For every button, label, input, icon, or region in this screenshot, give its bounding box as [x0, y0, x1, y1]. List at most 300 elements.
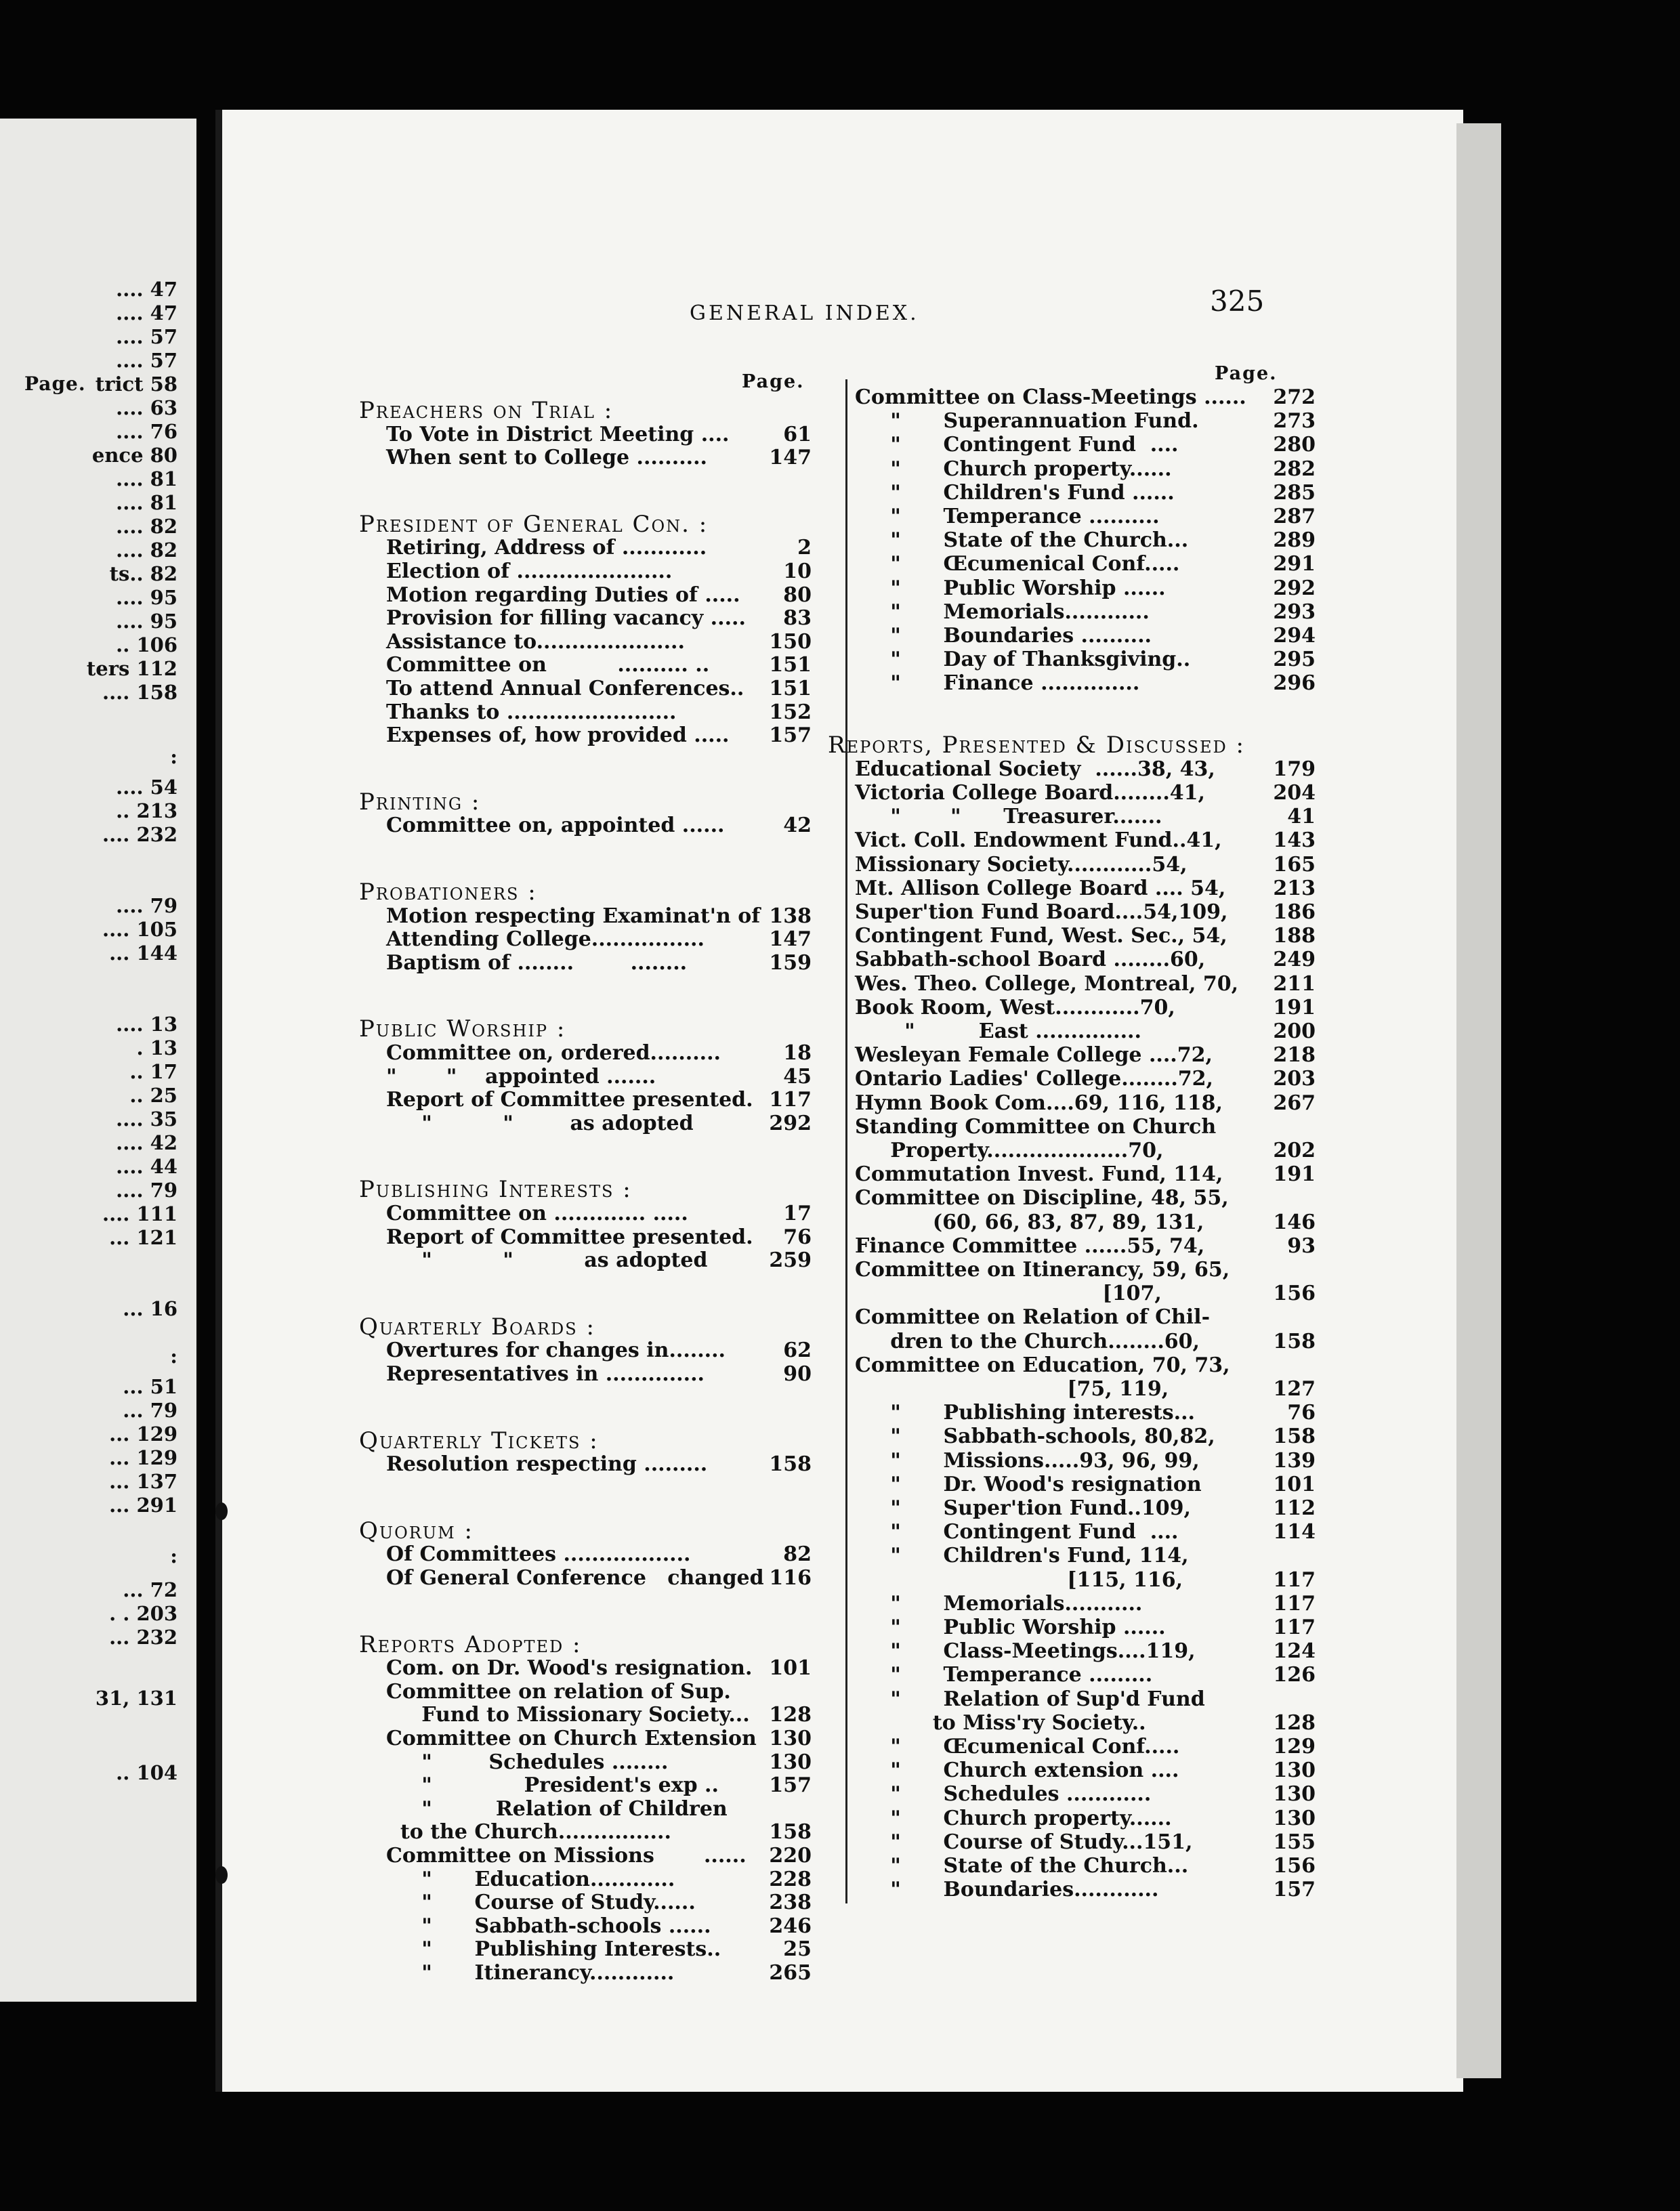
index-entry-page: 2: [797, 536, 812, 560]
index-entry-label: " Œcumenical Conf.....: [855, 552, 1180, 576]
facing-page-line: :: [170, 1544, 177, 1567]
index-entry-page: 220: [769, 1844, 812, 1868]
facing-page-line: ts.. 82: [109, 562, 177, 585]
index-entry-label: " Memorials............: [855, 599, 1150, 624]
index-entry-page: 203: [1273, 1067, 1316, 1091]
facing-page-line: .. 17: [129, 1060, 177, 1083]
index-entry: [359, 631, 812, 654]
index-entry-page: 204: [1273, 781, 1316, 805]
index-entry-label: dren to the Church........60,: [855, 1329, 1200, 1353]
index-entry-page: 179: [1273, 757, 1316, 781]
index-entry: [828, 1402, 1316, 1425]
facing-page-fragment: [0, 119, 196, 2002]
facing-page-line: .... 82: [116, 515, 177, 538]
index-entry: [828, 1544, 1316, 1567]
index-entry-page: 10: [783, 560, 812, 583]
index-entry: [828, 996, 1316, 1019]
index-entry: [828, 1640, 1316, 1663]
index-entry: [359, 1066, 812, 1089]
index-entry: [828, 1807, 1316, 1830]
facing-page-column-label: Page.: [24, 373, 86, 395]
index-entry: [359, 928, 812, 951]
index-entry-page: 191: [1273, 995, 1316, 1019]
facing-page-line: . 13: [136, 1036, 177, 1059]
facing-page-line: .... 158: [102, 681, 177, 704]
index-entry-label: Victoria College Board........41,: [855, 781, 1205, 805]
index-entry: [359, 1042, 812, 1065]
index-entry: [828, 782, 1316, 805]
index-entry: [359, 1727, 812, 1750]
index-entry-page: 76: [1287, 1401, 1316, 1425]
facing-page-line: ... 16: [123, 1297, 177, 1320]
index-entry-label: Provision for filling vacancy .....: [386, 606, 746, 631]
facing-page-line: :: [170, 1345, 177, 1368]
index-entry: [359, 814, 812, 837]
index-entry-page: 157: [1273, 1878, 1316, 1902]
index-entry: [828, 434, 1316, 457]
index-entry: [828, 1020, 1316, 1043]
index-entry-page: 158: [1273, 1329, 1316, 1353]
index-entry-page: 158: [1273, 1425, 1316, 1449]
index-entry-label: Committee on Church Extension: [386, 1727, 757, 1750]
index-entry-label: " Education............: [386, 1867, 675, 1891]
index-entry-label: " Œcumenical Conf.....: [855, 1735, 1180, 1759]
index-entry-page: 159: [769, 950, 812, 975]
index-entry-label: " Public Worship ......: [855, 1616, 1166, 1639]
facing-page-line: ... 79: [123, 1399, 177, 1422]
index-entry-label: Contingent Fund, West. Sec., 54,: [855, 924, 1227, 948]
index-entry: [828, 648, 1316, 671]
index-entry-label: " Church property......: [855, 457, 1172, 481]
index-entry-label: " Schedules ........: [386, 1750, 669, 1774]
facing-page-line: .... 105: [102, 918, 177, 941]
index-entry-page: 158: [769, 1820, 812, 1845]
index-entry: [359, 1226, 812, 1249]
index-entry-label: Committee on relation of Sup.: [386, 1679, 731, 1704]
index-entry-page: 80: [783, 583, 812, 607]
index-entry-page: 130: [769, 1727, 812, 1750]
facing-page-line: ters 112: [86, 657, 177, 680]
index-entry-page: 287: [1273, 505, 1316, 528]
index-entry: [359, 1868, 812, 1891]
index-heading: Preachers on Trial :: [359, 397, 614, 424]
index-entry-label: Committee on ............. .....: [386, 1202, 688, 1225]
index-entry-label: Of General Conference changed: [386, 1566, 764, 1590]
index-entry-label: " Boundaries ..........: [855, 624, 1152, 648]
index-entry-label: Committee on Discipline, 48, 55,: [855, 1186, 1229, 1210]
facing-page-line: .... 95: [116, 610, 177, 633]
index-entry-label: Fund to Missionary Society...: [386, 1703, 750, 1727]
index-entry-label: Committee on, appointed ......: [386, 814, 725, 838]
index-entry: [828, 1831, 1316, 1854]
index-entry-page: 101: [769, 1656, 812, 1681]
facing-page-line: . . 203: [109, 1602, 177, 1625]
index-entry: [359, 1339, 812, 1362]
index-entry-label: Commutation Invest. Fund, 114,: [855, 1162, 1223, 1187]
facing-page-line: ... 144: [109, 942, 177, 965]
index-entry-label: " Publishing interests...: [855, 1401, 1196, 1425]
index-entry-page: 289: [1273, 528, 1316, 553]
index-entry: [828, 1664, 1316, 1687]
index-entry: [359, 1915, 812, 1938]
index-entry-label: Assistance to.....................: [386, 629, 685, 654]
index-entry-label: When sent to College ..........: [386, 446, 707, 470]
index-entry: [359, 1845, 812, 1868]
index-entry: [359, 1681, 812, 1704]
index-entry: [359, 1567, 812, 1590]
index-entry-label: " Schedules ............: [855, 1782, 1152, 1807]
index-entry-label: " " as adopted: [386, 1111, 694, 1135]
index-entry-page: 62: [783, 1339, 812, 1363]
right-column-page-label: Page.: [1215, 363, 1278, 384]
index-entry: [828, 505, 1316, 528]
index-entry-page: 112: [1273, 1496, 1316, 1520]
index-entry: [359, 1821, 812, 1844]
binding-mark: [215, 1502, 228, 1520]
index-entry: [828, 625, 1316, 648]
index-heading: Reports, Presented & Discussed :: [828, 731, 1245, 759]
index-entry: [828, 386, 1316, 409]
facing-page-line: .. 104: [116, 1761, 177, 1784]
facing-page-line: .. 213: [116, 799, 177, 822]
facing-page-line: :: [170, 745, 177, 768]
index-entry: [359, 1704, 812, 1727]
facing-page-line: ... 137: [109, 1470, 177, 1493]
index-entry-label: Standing Committee on Church: [855, 1114, 1217, 1139]
index-entry-page: 291: [1273, 552, 1316, 576]
index-entry: [359, 1891, 812, 1914]
index-entry: [828, 1878, 1316, 1901]
index-entry-page: 17: [783, 1202, 812, 1225]
index-entry: [828, 1497, 1316, 1520]
index-entry-page: 156: [1273, 1282, 1316, 1306]
index-entry: [828, 577, 1316, 600]
index-entry: [828, 877, 1316, 900]
index-entry-label: Retiring, Address of ............: [386, 536, 707, 560]
index-entry-label: " State of the Church...: [855, 1854, 1189, 1878]
index-entry: [828, 1259, 1316, 1282]
index-entry: [828, 1068, 1316, 1091]
index-entry-label: Committee on Relation of Chil-: [855, 1305, 1211, 1330]
index-entry-label: to the Church................: [386, 1820, 671, 1845]
index-entry: [828, 1616, 1316, 1639]
index-entry-label: Hymn Book Com....69, 116, 118,: [855, 1091, 1223, 1115]
index-entry-label: Com. on Dr. Wood's resignation.: [386, 1656, 753, 1681]
index-entry-label: Overtures for changes in........: [386, 1339, 726, 1363]
index-entry: [359, 701, 812, 724]
index-entry-page: 246: [769, 1914, 812, 1938]
index-entry: [359, 1089, 812, 1112]
index-entry-page: 188: [1273, 924, 1316, 948]
index-entry: [828, 1378, 1316, 1401]
index-entry: [828, 1712, 1316, 1735]
index-entry: [359, 1938, 812, 1961]
index-entry-page: 93: [1287, 1234, 1316, 1258]
facing-page-line: .. 106: [116, 633, 177, 656]
index-entry-page: 157: [769, 1773, 812, 1798]
index-heading: Printing :: [359, 788, 481, 816]
index-heading: Quarterly Tickets :: [359, 1427, 599, 1454]
index-entry-label: " Course of Study......: [386, 1891, 696, 1915]
index-entry-label: Ontario Ladies' College........72,: [855, 1067, 1213, 1091]
index-entry-page: 292: [1273, 576, 1316, 600]
index-entry-label: " Children's Fund ......: [855, 480, 1175, 505]
index-entry: [828, 1235, 1316, 1258]
index-entry-page: 129: [1273, 1735, 1316, 1759]
index-entry-page: 82: [783, 1542, 812, 1567]
index-entry: [828, 948, 1316, 971]
index-entry: [828, 1092, 1316, 1115]
index-entry-label: Mt. Allison College Board .... 54,: [855, 876, 1226, 900]
index-entry: [359, 1363, 812, 1386]
index-entry-page: 76: [783, 1225, 812, 1249]
index-entry-label: Report of Committee presented.: [386, 1225, 753, 1249]
index-entry: [359, 536, 812, 560]
index-entry-label: " Class-Meetings....119,: [855, 1639, 1196, 1664]
index-entry: [359, 1112, 812, 1135]
index-entry-page: 165: [1273, 852, 1316, 877]
index-entry: [828, 1521, 1316, 1544]
index-entry-label: Resolution respecting .........: [386, 1452, 708, 1477]
index-entry-label: " " as adopted: [386, 1248, 708, 1273]
index-entry-label: Election of ......................: [386, 560, 673, 583]
index-entry-label: " Contingent Fund ....: [855, 433, 1179, 457]
facing-page-line: .... 47: [116, 301, 177, 324]
index-entry-page: 213: [1273, 876, 1316, 900]
index-entry: [828, 1282, 1316, 1305]
facing-page-line: .... 79: [116, 894, 177, 917]
facing-page-line: ... 51: [123, 1375, 177, 1398]
index-entry-page: 128: [1273, 1710, 1316, 1735]
index-heading: President of General Con. :: [359, 510, 709, 538]
index-entry-label: " Children's Fund, 114,: [855, 1544, 1189, 1568]
index-entry-page: 18: [783, 1041, 812, 1065]
index-entry-label: " Church property......: [855, 1806, 1172, 1830]
index-entry-page: 138: [769, 904, 812, 928]
index-entry: [828, 805, 1316, 828]
index-entry: [359, 1543, 812, 1566]
index-entry-page: 116: [769, 1566, 812, 1590]
index-entry-page: 228: [769, 1867, 812, 1891]
index-entry: [828, 758, 1316, 781]
facing-page-line: .... 35: [116, 1108, 177, 1131]
index-heading: Probationers :: [359, 879, 537, 906]
index-entry-label: " Church extension ....: [855, 1759, 1179, 1783]
index-entry-label: " Relation of Children: [386, 1796, 728, 1821]
index-entry: [828, 1783, 1316, 1806]
index-entry-label: Wes. Theo. College, Montreal, 70,: [855, 971, 1239, 996]
index-entry-page: 124: [1273, 1639, 1316, 1664]
index-entry-page: 114: [1273, 1520, 1316, 1544]
index-entry: [828, 410, 1316, 433]
index-entry-label: " Missions.....93, 96, 99,: [855, 1448, 1200, 1473]
index-entry-page: 202: [1273, 1139, 1316, 1162]
index-entry-page: 147: [769, 927, 812, 952]
index-entry: [359, 446, 812, 469]
index-entry-label: [75, 119,: [855, 1377, 1169, 1401]
index-entry: [828, 1330, 1316, 1353]
index-entry-label: " Sabbath-schools, 80,82,: [855, 1425, 1215, 1449]
index-entry-label: Super'tion Fund Board....54,109,: [855, 900, 1228, 924]
index-heading: Quorum :: [359, 1517, 474, 1544]
index-entry-page: 117: [1273, 1591, 1316, 1616]
index-entry-label: (60, 66, 83, 87, 89, 131,: [855, 1210, 1204, 1234]
index-entry: [828, 829, 1316, 852]
index-entry-page: 61: [783, 422, 812, 446]
facing-page-line: ... 129: [109, 1446, 177, 1469]
index-entry-page: 156: [1273, 1854, 1316, 1878]
index-entry: [359, 1751, 812, 1774]
index-entry: [828, 1593, 1316, 1616]
index-entry-page: 126: [1273, 1663, 1316, 1687]
index-entry-page: 265: [769, 1961, 812, 1985]
index-entry: [828, 1735, 1316, 1759]
index-entry: [828, 1855, 1316, 1878]
index-entry-page: 90: [783, 1362, 812, 1386]
index-entry-page: 249: [1273, 948, 1316, 972]
index-entry: [828, 1306, 1316, 1329]
index-entry-page: 152: [769, 700, 812, 724]
index-entry-label: to Miss'ry Society..: [855, 1710, 1146, 1735]
index-entry-label: Committee on Education, 70, 73,: [855, 1353, 1230, 1377]
index-entry-label: " Itinerancy............: [386, 1961, 675, 1985]
index-entry: [828, 458, 1316, 481]
facing-page-line: .... 44: [116, 1155, 177, 1178]
index-entry-label: To Vote in District Meeting ....: [386, 422, 730, 446]
index-entry-page: 296: [1273, 671, 1316, 696]
facing-page-line: .... 81: [116, 491, 177, 514]
index-entry: [359, 1962, 812, 1985]
index-entry: [359, 423, 812, 446]
index-entry: [359, 1202, 812, 1225]
index-entry: [359, 584, 812, 607]
index-entry: [828, 1187, 1316, 1210]
index-entry-label: Representatives in ..............: [386, 1362, 705, 1386]
index-entry-label: Finance Committee ......55, 74,: [855, 1234, 1205, 1258]
index-entry: [359, 1798, 812, 1821]
index-entry-page: 158: [769, 1452, 812, 1477]
index-entry-label: Committee on Missions ......: [386, 1844, 747, 1868]
facing-page-line: trict 58: [95, 373, 177, 396]
index-entry-label: Report of Committee presented.: [386, 1088, 753, 1112]
index-entry: [828, 854, 1316, 877]
facing-page-line: .... 13: [116, 1013, 177, 1036]
index-entry-label: Of Committees ..................: [386, 1542, 691, 1567]
index-entry-label: [107,: [855, 1282, 1162, 1306]
index-entry-label: Committee on Itinerancy, 59, 65,: [855, 1258, 1230, 1282]
facing-page-line: .... 47: [116, 278, 177, 301]
index-entry: [359, 607, 812, 630]
index-entry-label: " Publishing Interests..: [386, 1937, 721, 1962]
index-entry: [828, 1473, 1316, 1496]
index-entry-label: Wesleyan Female College ....72,: [855, 1043, 1213, 1068]
index-entry-label: To attend Annual Conferences..: [386, 677, 744, 700]
facing-page-line: ence 80: [91, 444, 177, 467]
index-entry-label: " Temperance .........: [855, 1663, 1153, 1687]
index-entry-label: Missionary Society............54,: [855, 852, 1188, 877]
index-entry: [828, 1163, 1316, 1186]
index-entry-page: 151: [769, 677, 812, 700]
left-column-page-label: Page.: [742, 371, 805, 392]
facing-page-line: .... 232: [102, 823, 177, 846]
index-entry-page: 200: [1273, 1019, 1316, 1043]
facing-page-line: 31, 131: [95, 1687, 177, 1710]
index-entry-label: Baptism of ........ ........: [386, 950, 688, 975]
index-entry: [828, 1211, 1316, 1234]
index-entry: [359, 560, 812, 583]
index-entry-label: Motion respecting Examinat'n of: [386, 904, 761, 928]
index-entry-page: 295: [1273, 648, 1316, 672]
index-entry-page: 146: [1273, 1210, 1316, 1234]
index-entry-page: 101: [1273, 1472, 1316, 1496]
index-heading: Quarterly Boards :: [359, 1313, 596, 1341]
index-heading: Reports Adopted :: [359, 1630, 582, 1658]
index-entry-page: 272: [1273, 385, 1316, 409]
facing-page-line: .... 54: [116, 776, 177, 799]
index-entry-page: 294: [1273, 624, 1316, 648]
index-entry-label: Property....................70,: [855, 1139, 1164, 1162]
index-entry-label: " Superannuation Fund.: [855, 409, 1199, 434]
index-entry-page: 155: [1273, 1830, 1316, 1854]
index-entry: [828, 553, 1316, 576]
index-entry-label: " Boundaries............: [855, 1878, 1159, 1902]
index-entry-label: " Super'tion Fund..109,: [855, 1496, 1191, 1520]
index-entry: [359, 724, 812, 747]
index-entry-label: " Day of Thanksgiving..: [855, 648, 1191, 672]
index-entry: [359, 1774, 812, 1797]
index-entry-page: 157: [769, 723, 812, 748]
index-entry-page: 267: [1273, 1091, 1316, 1115]
index-entry: [828, 973, 1316, 996]
index-entry: [828, 901, 1316, 924]
index-entry-label: Book Room, West............70,: [855, 995, 1175, 1019]
index-entry-page: 127: [1273, 1377, 1316, 1401]
facing-page-line: .... 79: [116, 1179, 177, 1202]
index-entry-page: 117: [1273, 1616, 1316, 1639]
index-entry-page: 128: [769, 1703, 812, 1727]
index-entry: [828, 1688, 1316, 1711]
facing-page-line: ... 72: [123, 1578, 177, 1601]
index-entry: [828, 672, 1316, 695]
index-entry-page: 130: [1273, 1806, 1316, 1830]
index-entry-page: 45: [783, 1064, 812, 1089]
index-entry-page: 25: [783, 1937, 812, 1962]
index-entry-label: Committee on .......... ..: [386, 653, 710, 677]
index-entry: [359, 905, 812, 928]
facing-page-line: ... 129: [109, 1423, 177, 1446]
index-entry-page: 191: [1273, 1162, 1316, 1187]
index-entry: [828, 482, 1316, 505]
index-entry-label: " Contingent Fund ....: [855, 1520, 1179, 1544]
index-entry: [359, 952, 812, 975]
facing-page-line: .... 63: [116, 396, 177, 419]
index-entry-page: 285: [1273, 480, 1316, 505]
index-heading: Public Worship :: [359, 1015, 566, 1043]
index-entry-label: Thanks to ........................: [386, 700, 677, 724]
index-entry: [828, 1044, 1316, 1067]
facing-page-line: .... 111: [102, 1202, 177, 1225]
index-entry: [359, 677, 812, 700]
index-entry-label: Attending College................: [386, 927, 705, 952]
index-entry: [828, 1450, 1316, 1473]
binding-mark: [215, 1866, 228, 1884]
facing-page-line: .... 76: [116, 420, 177, 443]
index-entry-page: 130: [1273, 1759, 1316, 1783]
index-entry-page: 143: [1273, 828, 1316, 853]
index-entry-page: 186: [1273, 900, 1316, 924]
index-entry: [828, 601, 1316, 624]
facing-page-line: .... 95: [116, 586, 177, 609]
